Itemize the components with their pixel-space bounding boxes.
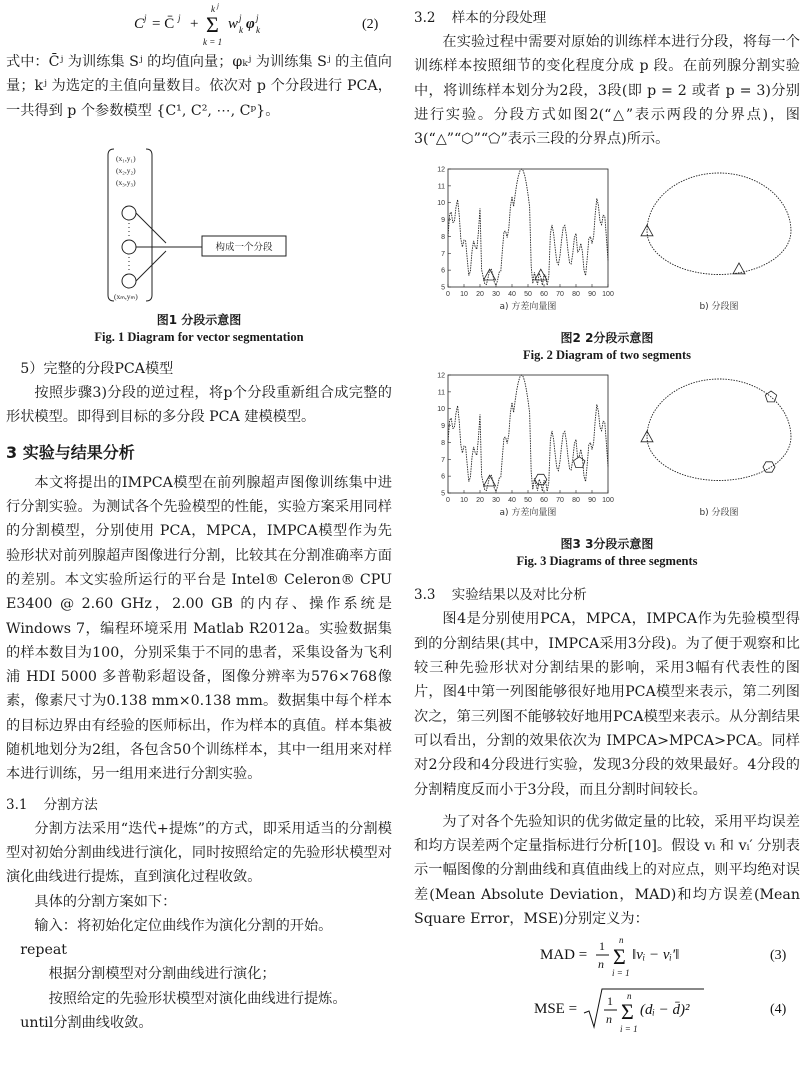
eq3-frac-den: n bbox=[598, 957, 604, 972]
y-tick-label: 10 bbox=[437, 200, 445, 208]
eq2-phi-sup: j bbox=[256, 13, 259, 23]
algo-step-2: 按照给定的先验形状模型对演化曲线进行提炼。 bbox=[48, 990, 347, 1007]
section-3-heading: 3 实验与结果分析 bbox=[6, 442, 135, 462]
y-tick-label: 9 bbox=[441, 217, 445, 225]
triangle-marker bbox=[484, 476, 496, 487]
fig1-circle-3 bbox=[122, 274, 136, 288]
segmented-shape bbox=[647, 379, 791, 481]
eq3-sum-top: n bbox=[619, 935, 624, 946]
triangle-marker bbox=[484, 270, 496, 281]
algo-step-1: 根据分割模型对分割曲线进行演化； bbox=[48, 966, 276, 983]
variance-curve bbox=[448, 169, 608, 285]
figure-1 bbox=[6, 129, 392, 311]
fig2-caption-zh: 图2 2分段示意图 bbox=[560, 331, 654, 346]
paragraph-method: 分割方法采用“迭代+提炼”的方式，即采用适当的分割模型对初始分割曲线进行演化，同时按照给定的先验形状模型对演化曲线进行提炼，直到演化过程收敛。 bbox=[6, 820, 392, 886]
fig1-point-m: (xₘ,yₘ) bbox=[114, 291, 138, 301]
y-tick-label: 5 bbox=[441, 490, 445, 498]
hexagon-marker bbox=[763, 462, 775, 472]
pentagon-marker bbox=[574, 457, 585, 468]
algo-until: until分割曲线收敛。 bbox=[20, 1015, 153, 1032]
eq2-phi: φ bbox=[246, 16, 255, 32]
step5-heading: 5）完整的分段PCA模型 bbox=[20, 360, 174, 377]
algo-repeat: repeat bbox=[20, 942, 68, 959]
paragraph-section3: 本文将提出的IMPCA模型在前列腺超声图像训练集中进行分割实验。为测试各个先验模型的性能，实验方案采用同样的分割模型，分别使用 PCA，MPCA，IMPCA模型作为先验形状对前列腺超声图像进行分割，比较其在分割准确率方面的差别。本文实验所运行的平台是 Intel® Celeron® CPU E3400 @ 2.60 GHz，2.00 GB 的内存、操作系统是 Windows 7，编程环境采用 Matlab R2012a。实验数据集的样本数目为100，分别采集于不同的患者，采集设备为飞利浦 HDI 5000 多普勒彩超设备，图像分辨率为576×768像素，像素尺寸为0.138 mm×0.138 mm。数据集中每个样本的目标边界由有经验的医师标出，作为样本的真值。样本集被随机地划分为2组，各包含50个训练样本，其中一组用来对样本进行训练，另一组用来进行分割实验。 bbox=[6, 474, 392, 783]
y-tick-label: 10 bbox=[437, 406, 445, 414]
x-tick-label: 30 bbox=[492, 497, 500, 505]
subfigure-b-label: b) 分段图 bbox=[699, 302, 739, 313]
eq2-sum-top: k bbox=[211, 4, 215, 14]
y-tick-label: 9 bbox=[441, 423, 445, 431]
equation-2-svg bbox=[6, 0, 392, 50]
subsection-3-1-title: 分割方法 bbox=[43, 796, 98, 813]
eq2-sum-sign: Σ bbox=[206, 12, 219, 37]
x-tick-label: 50 bbox=[524, 497, 532, 505]
fig1-circle-2 bbox=[122, 240, 136, 254]
eq4-sum-sign: Σ bbox=[621, 999, 634, 1025]
eq4-sum-bottom: i = 1 bbox=[620, 1024, 638, 1035]
fig1-line-3 bbox=[136, 251, 166, 281]
x-tick-label: 0 bbox=[446, 291, 450, 299]
fig1-circle-1 bbox=[122, 206, 136, 220]
eq2-rhs-sup: j bbox=[178, 13, 181, 23]
eq3-frac-num: 1 bbox=[599, 939, 605, 954]
x-tick-label: 100 bbox=[602, 497, 614, 505]
x-tick-label: 90 bbox=[588, 291, 596, 299]
eq2-lhs-sup: j bbox=[144, 13, 147, 23]
x-tick-label: 80 bbox=[572, 497, 580, 505]
y-tick-label: 12 bbox=[437, 372, 445, 380]
eq4-frac-den: n bbox=[606, 1012, 612, 1027]
equation-2 bbox=[6, 0, 392, 50]
fig3-caption-zh: 图3 3分段示意图 bbox=[560, 537, 654, 552]
fig1-point-2: (x₂,y₂) bbox=[116, 165, 136, 175]
eq3-number: (3) bbox=[770, 948, 787, 964]
paragraph-results: 图4是分别使用PCA，MPCA，IMPCA作为先验模型得到的分割结果(其中，IMPCA采用3分段)。为了便于观察和比较三种先验形状对分割结果的影响，采用3幅有代表性的图片，图4中第一列图能够很好地用PCA模型来表示，第二列图次之，第三列图不能够较好地用PCA模型来表示。从分割结果可以看出，分割的效果依次为 IMPCA>MPCA>PCA。同样对2分段和4分段进行实验，发现3分段的效果最好。4分段的分割精度反而小于3分段，而且分割时间较长。 bbox=[414, 611, 800, 798]
fig1-point-3: (x₃,y₃) bbox=[116, 177, 136, 187]
eq2-term-sup: j bbox=[239, 13, 242, 23]
right-column bbox=[414, 0, 800, 1035]
paragraph-segmentation: 在实验过程中需要对原始的训练样本进行分段，将每一个训练样本按照细节的变化程度分成 p 段。在前列腺分割实验中，将训练样本划分为2段，3段(即 p = 2 或者 p = 3)分别进行实验。分段方式如图2(“△”表示两段的分界点)，图3(“△”“⬡”“⬠”表示三段的分界点)所示。 bbox=[414, 34, 800, 148]
x-tick-label: 10 bbox=[460, 497, 468, 505]
x-tick-label: 70 bbox=[556, 497, 564, 505]
y-tick-label: 5 bbox=[441, 284, 445, 292]
x-tick-label: 30 bbox=[492, 291, 500, 299]
fig1-right-bracket bbox=[146, 149, 152, 301]
x-tick-label: 100 bbox=[602, 291, 614, 299]
subsection-3-1-number: 3.1 bbox=[6, 796, 28, 813]
equation-3 bbox=[414, 931, 800, 977]
x-tick-label: 10 bbox=[460, 291, 468, 299]
subfigure-b-label: b) 分段图 bbox=[699, 508, 739, 519]
x-tick-label: 20 bbox=[476, 291, 484, 299]
figure-3-plots bbox=[414, 371, 800, 535]
equation-4 bbox=[414, 983, 800, 1035]
eq2-number: (2) bbox=[362, 17, 379, 32]
eq2-plus: + bbox=[190, 16, 199, 32]
subfigure-a-label: a) 方差向量图 bbox=[499, 508, 557, 519]
x-tick-label: 90 bbox=[588, 497, 596, 505]
eq2-term-sub: k bbox=[239, 25, 243, 35]
x-tick-label: 70 bbox=[556, 291, 564, 299]
paragraph-metrics: 为了对各个先验知识的优劣做定量的比较，采用平均误差和均方误差两个定量指标进行分析[10]。假设 vᵢ 和 vᵢ′ 分别表示一幅图像的分割曲线和真值曲线上的对应点，则平均绝对误差(Mean Absolute Deviation，MAD)和均方误差(Mean Square Error，MSE)分别定义为： bbox=[414, 813, 800, 928]
variance-curve bbox=[448, 375, 608, 491]
paragraph-after-eq2: 式中：C̄ʲ 为训练集 Sʲ 的均值向量；φₖʲ 为训练集 Sʲ 的主值向量；kʲ 为选定的主值向量数目。依次对 p 个分段进行 PCA，一共得到 p 个参数模型 {C¹, C², ⋯, Cᵖ}。 bbox=[6, 54, 392, 119]
fig3-caption-en: Fig. 3 Diagrams of three segments bbox=[516, 554, 698, 569]
y-tick-label: 8 bbox=[441, 440, 445, 448]
paragraph-step5: 按照步骤3)分段的逆过程，将p个分段重新组合成完整的形状模型。即得到目标的多分段 PCA 建模模型。 bbox=[6, 385, 392, 426]
fig1-caption-zh: 图1 分段示意图 bbox=[156, 312, 242, 327]
y-tick-label: 6 bbox=[441, 474, 445, 482]
algo-input: 输入：将初始化定位曲线作为演化分割的开始。 bbox=[34, 917, 333, 934]
segmented-shape bbox=[647, 173, 791, 275]
fig1-point-1: (x₁,y₁) bbox=[116, 153, 136, 163]
subsection-3-2 bbox=[414, 6, 800, 26]
x-tick-label: 60 bbox=[540, 497, 548, 505]
subsection-3-3 bbox=[414, 583, 800, 603]
fig1-box-label: 构成一个分段 bbox=[215, 241, 273, 253]
left-column bbox=[6, 0, 392, 1035]
equation-4-svg bbox=[414, 983, 800, 1035]
fig1-line-1 bbox=[136, 213, 166, 243]
eq4-sum-top: n bbox=[627, 991, 632, 1002]
eq2-phi-sub: k bbox=[256, 25, 260, 35]
figure-3 bbox=[414, 371, 800, 535]
x-tick-label: 80 bbox=[572, 291, 580, 299]
eq2-sum-bottom: k = 1 bbox=[203, 37, 223, 47]
eq2-sum-top-sup: j bbox=[217, 2, 219, 10]
subsection-3-2-title: 样本的分段处理 bbox=[451, 10, 547, 26]
x-tick-label: 60 bbox=[540, 291, 548, 299]
x-tick-label: 0 bbox=[446, 497, 450, 505]
y-tick-label: 7 bbox=[441, 251, 445, 259]
eq2-lhs: C bbox=[134, 16, 145, 32]
eq3-lhs: MAD = bbox=[540, 947, 588, 964]
eq3-sum-bottom: i = 1 bbox=[612, 968, 630, 978]
y-tick-label: 12 bbox=[437, 166, 445, 174]
eq4-lhs: MSE = bbox=[534, 1001, 578, 1018]
subsection-3-2-number: 3.2 bbox=[414, 10, 436, 26]
y-tick-label: 7 bbox=[441, 457, 445, 465]
eq4-number: (4) bbox=[770, 1002, 787, 1018]
y-tick-label: 11 bbox=[437, 389, 445, 397]
triangle-marker bbox=[733, 263, 745, 274]
subsection-3-3-title: 实验结果以及对比分析 bbox=[451, 587, 587, 604]
figure-2 bbox=[414, 165, 800, 329]
y-tick-label: 8 bbox=[441, 234, 445, 242]
equation-3-svg bbox=[414, 931, 800, 977]
x-tick-label: 20 bbox=[476, 497, 484, 505]
eq3-body: ‖vᵢ − vᵢ′‖ bbox=[632, 947, 680, 964]
eq2-rhs: = C̄ bbox=[152, 16, 175, 32]
fig1-left-bracket bbox=[108, 149, 114, 301]
fig2-caption-en: Fig. 2 Diagram of two segments bbox=[522, 348, 692, 363]
x-tick-label: 40 bbox=[508, 497, 516, 505]
subsection-3-3-number: 3.3 bbox=[414, 587, 436, 604]
x-tick-label: 50 bbox=[524, 291, 532, 299]
figure-2-plots bbox=[414, 165, 800, 329]
figure-1-diagram bbox=[6, 129, 392, 311]
y-tick-label: 6 bbox=[441, 268, 445, 276]
subsection-3-1 bbox=[6, 793, 392, 813]
eq4-frac-num: 1 bbox=[607, 994, 613, 1009]
fig1-caption-en: Fig. 1 Diagram for vector segmentation bbox=[94, 329, 304, 344]
eq4-body: (dᵢ − d̄)² bbox=[640, 1002, 690, 1019]
x-tick-label: 40 bbox=[508, 291, 516, 299]
eq2-term: w bbox=[228, 16, 239, 32]
subfigure-a-label: a) 方差向量图 bbox=[499, 302, 557, 313]
paragraph-scheme: 具体的分割方案如下： bbox=[34, 893, 177, 910]
y-tick-label: 11 bbox=[437, 183, 445, 191]
eq3-sum-sign: Σ bbox=[613, 944, 626, 970]
